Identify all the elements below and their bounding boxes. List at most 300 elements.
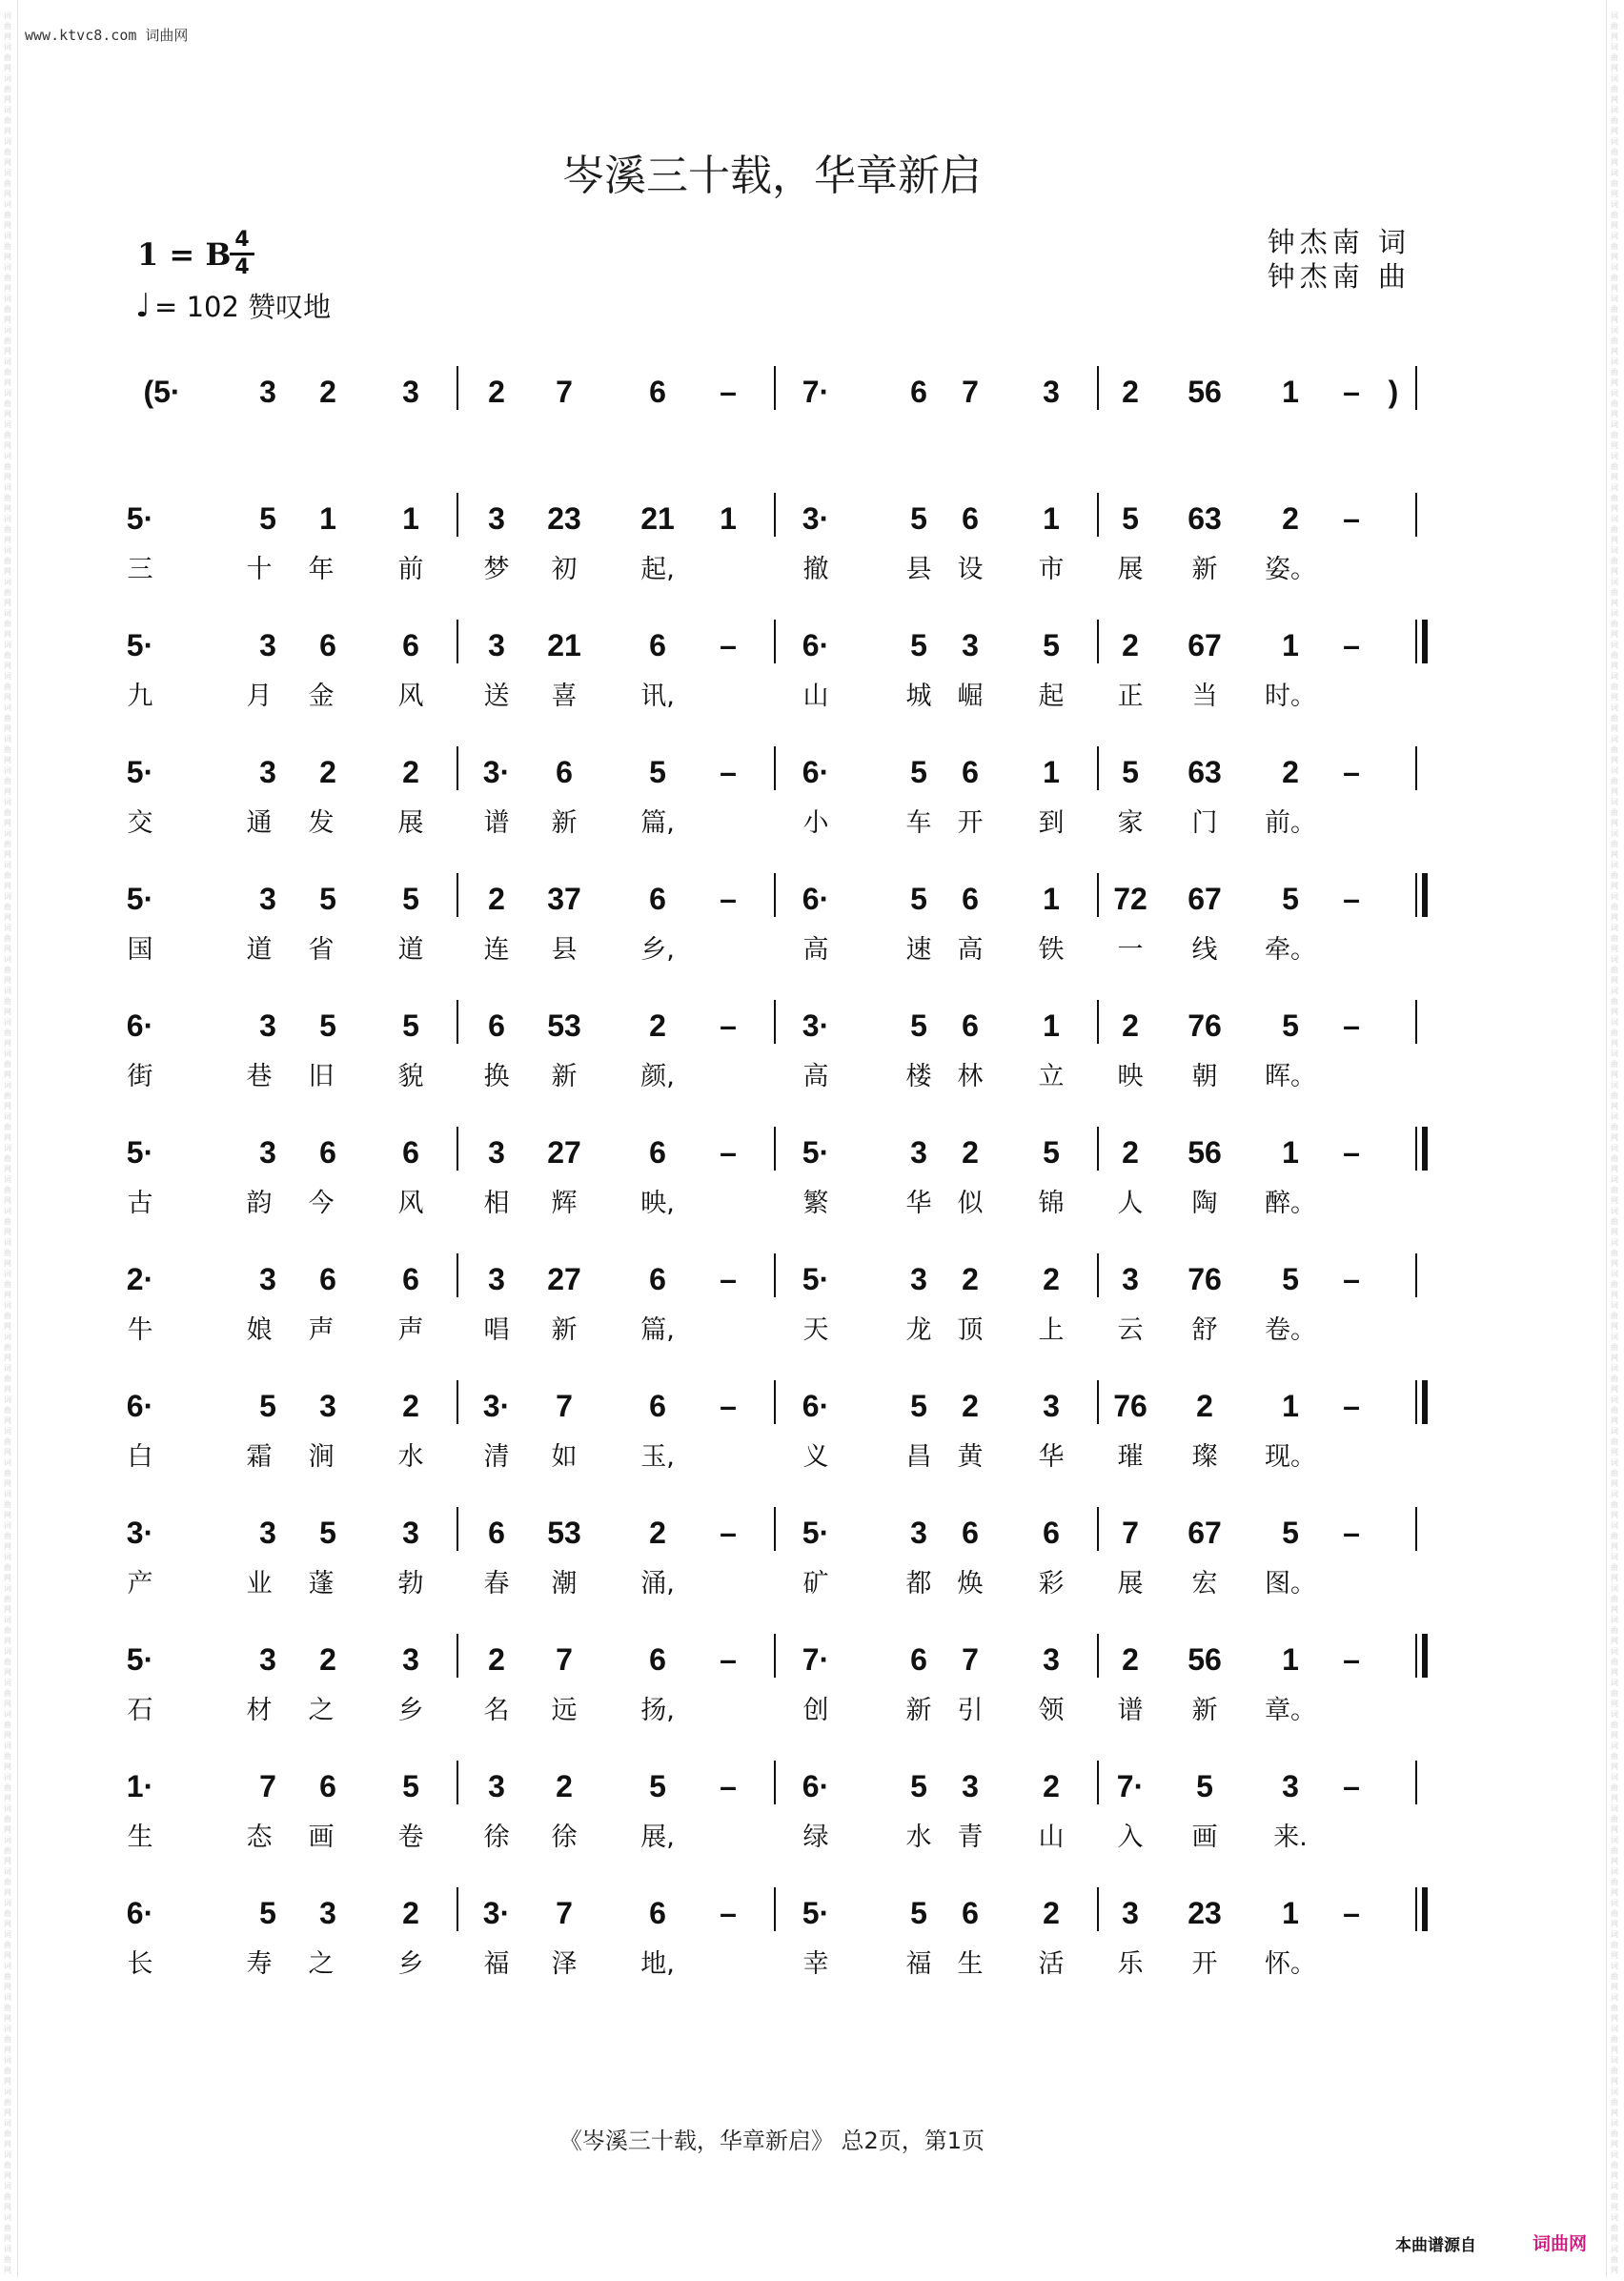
watermark-glyph: 词 bbox=[4, 357, 11, 366]
watermark-glyph: 词 bbox=[1611, 200, 1618, 209]
watermark-glyph: 网 bbox=[4, 158, 11, 167]
lyric-char: 清 bbox=[483, 1442, 510, 1472]
lyric-char: 门 bbox=[1191, 808, 1218, 838]
watermark-glyph: 曲 bbox=[4, 116, 11, 125]
watermark-glyph: 曲 bbox=[4, 588, 11, 597]
lyric-char: 声 bbox=[308, 1315, 335, 1345]
watermark-glyph: 曲 bbox=[1611, 85, 1618, 93]
lyric-char: 楼 bbox=[905, 1062, 932, 1091]
watermark-glyph: 网 bbox=[4, 630, 11, 639]
watermark-glyph: 词 bbox=[1611, 169, 1618, 177]
lyric-char: 长 bbox=[127, 1949, 153, 1979]
note: – bbox=[1343, 882, 1360, 916]
watermark-glyph: 词 bbox=[4, 1333, 11, 1341]
note: 2 bbox=[962, 1262, 979, 1296]
watermark-glyph: 曲 bbox=[1611, 651, 1618, 660]
watermark-glyph: 词 bbox=[4, 2150, 11, 2159]
note: 6 bbox=[649, 1896, 666, 1930]
note: 56 bbox=[1188, 375, 1222, 409]
watermark-glyph: 网 bbox=[1611, 1039, 1618, 1048]
lyric-char: 梦 bbox=[483, 555, 510, 584]
watermark-glyph: 词 bbox=[4, 1490, 11, 1498]
note: 5 bbox=[259, 501, 276, 536]
watermark-glyph: 曲 bbox=[1611, 399, 1618, 408]
note: 2 bbox=[649, 1516, 666, 1550]
watermark-glyph: 网 bbox=[1611, 1322, 1618, 1331]
watermark-glyph: 网 bbox=[4, 410, 11, 418]
note: 3 bbox=[1122, 1262, 1139, 1296]
lyric-char: 卷 bbox=[397, 1823, 424, 1852]
watermark-glyph: 曲 bbox=[1611, 1941, 1618, 1949]
watermark-glyph: 网 bbox=[4, 2234, 11, 2243]
note: 2 bbox=[1122, 375, 1139, 409]
watermark-glyph: 曲 bbox=[4, 1941, 11, 1949]
watermark-glyph: 曲 bbox=[1611, 903, 1618, 911]
lyric-char: 速 bbox=[905, 935, 932, 965]
watermark-glyph: 网 bbox=[4, 1416, 11, 1425]
note: 6 bbox=[962, 1896, 979, 1930]
watermark-glyph: 词 bbox=[4, 1616, 11, 1624]
note: 76 bbox=[1188, 1008, 1222, 1043]
note: 3 bbox=[910, 1135, 927, 1170]
watermark-glyph: 词 bbox=[1611, 1395, 1618, 1404]
watermark-glyph: 曲 bbox=[4, 1028, 11, 1037]
watermark-glyph: 词 bbox=[1611, 1081, 1618, 1090]
watermark-glyph: 曲 bbox=[4, 1878, 11, 1886]
lyric-char: 韵 bbox=[246, 1189, 273, 1218]
watermark-glyph: 词 bbox=[1611, 2150, 1618, 2159]
watermark-glyph: 词 bbox=[1611, 326, 1618, 335]
watermark-glyph: 曲 bbox=[4, 2161, 11, 2169]
watermark-glyph: 网 bbox=[4, 1668, 11, 1677]
watermark-glyph: 网 bbox=[1611, 127, 1618, 135]
note: 2 bbox=[1282, 755, 1299, 789]
watermark-glyph: 词 bbox=[1611, 1930, 1618, 1939]
watermark-glyph: 词 bbox=[4, 326, 11, 335]
watermark-glyph: 词 bbox=[4, 1364, 11, 1373]
lyric-char: 如 bbox=[551, 1442, 578, 1472]
watermark-glyph: 词 bbox=[4, 2088, 11, 2096]
watermark-glyph: 词 bbox=[1611, 1458, 1618, 1467]
watermark-glyph: 词 bbox=[1611, 295, 1618, 303]
note: 5 bbox=[259, 1389, 276, 1423]
note: 7· bbox=[802, 375, 830, 409]
lyric-char: 林 bbox=[957, 1062, 984, 1091]
watermark-glyph: 网 bbox=[4, 504, 11, 513]
lyric-char: 勃 bbox=[397, 1569, 424, 1599]
lyric-char: 街 bbox=[127, 1062, 153, 1091]
lyric-char: 锦 bbox=[1038, 1189, 1065, 1218]
lyric-char: 道 bbox=[397, 935, 424, 965]
note: 2 bbox=[1043, 1769, 1060, 1803]
watermark-glyph: 词 bbox=[1611, 1364, 1618, 1373]
watermark-glyph: 网 bbox=[4, 945, 11, 953]
lyric-char: 起, bbox=[640, 555, 675, 584]
lyric-char: 映 bbox=[1117, 1062, 1144, 1091]
lyric-char: 古 bbox=[127, 1189, 153, 1218]
note: 23 bbox=[1188, 1896, 1222, 1930]
watermark-glyph: 曲 bbox=[1611, 966, 1618, 974]
note: 1 bbox=[720, 501, 737, 536]
watermark-glyph: 词 bbox=[1611, 515, 1618, 523]
note: 5 bbox=[649, 1769, 666, 1803]
note: 56 bbox=[1188, 1642, 1222, 1677]
watermark-glyph: 网 bbox=[4, 378, 11, 387]
watermark-glyph: 网 bbox=[4, 1983, 11, 1991]
note: – bbox=[1343, 501, 1360, 536]
watermark-glyph: 网 bbox=[4, 1762, 11, 1771]
watermark-glyph: 曲 bbox=[4, 1972, 11, 1981]
lyric-char: 绿 bbox=[802, 1823, 829, 1852]
note: 2 bbox=[1122, 1642, 1139, 1677]
watermark-glyph: 词 bbox=[1611, 1993, 1618, 2002]
watermark-glyph: 网 bbox=[4, 1133, 11, 1142]
watermark-glyph: 词 bbox=[1611, 1175, 1618, 1184]
lyric-char: 舒 bbox=[1191, 1315, 1218, 1345]
note: 2 bbox=[1122, 628, 1139, 662]
watermark-glyph: 词 bbox=[4, 703, 11, 712]
note: 1 bbox=[1043, 882, 1060, 916]
watermark-glyph: 曲 bbox=[1611, 1752, 1618, 1761]
note: 1 bbox=[1043, 1008, 1060, 1043]
watermark-glyph: 网 bbox=[1611, 1700, 1618, 1708]
watermark-glyph: 词 bbox=[4, 1773, 11, 1782]
lyric-char: 到 bbox=[1038, 808, 1065, 838]
watermark-glyph: 网 bbox=[1611, 1291, 1618, 1299]
lyric-char: 陶 bbox=[1191, 1189, 1218, 1218]
lyric-char: 新 bbox=[551, 1315, 578, 1345]
lyric-char: 天 bbox=[802, 1315, 829, 1345]
watermark-glyph: 曲 bbox=[1611, 1060, 1618, 1069]
watermark-glyph: 网 bbox=[4, 1825, 11, 1834]
note: 53 bbox=[547, 1516, 581, 1550]
watermark-glyph: 网 bbox=[4, 2266, 11, 2274]
watermark-glyph: 曲 bbox=[4, 1343, 11, 1352]
watermark-glyph: 词 bbox=[1611, 641, 1618, 649]
watermark-glyph: 网 bbox=[4, 1920, 11, 1928]
quarter-note-icon: ♩ bbox=[135, 287, 152, 325]
note: 6· bbox=[802, 1389, 830, 1423]
watermark-glyph: 词 bbox=[4, 1962, 11, 1970]
watermark-glyph: 网 bbox=[1611, 976, 1618, 985]
watermark-glyph: 曲 bbox=[4, 2004, 11, 2012]
note: 5 bbox=[319, 1516, 336, 1550]
watermark-glyph: 词 bbox=[1611, 672, 1618, 681]
watermark-glyph: 曲 bbox=[1611, 494, 1618, 502]
note: 6 bbox=[910, 375, 927, 409]
lyric-char: 高 bbox=[802, 935, 829, 965]
watermark-glyph: 曲 bbox=[4, 305, 11, 314]
lyric-char: 扬, bbox=[640, 1696, 675, 1725]
watermark-glyph: 网 bbox=[1611, 630, 1618, 639]
note: 6· bbox=[802, 755, 830, 789]
lyric-char: 颜, bbox=[640, 1062, 675, 1091]
watermark-glyph: 词 bbox=[1611, 1804, 1618, 1813]
note: 3 bbox=[488, 1769, 505, 1803]
lyric-char: 月 bbox=[246, 682, 273, 711]
watermark-glyph: 词 bbox=[1611, 43, 1618, 51]
watermark-glyph: 网 bbox=[1611, 190, 1618, 198]
watermark-glyph: 网 bbox=[1611, 567, 1618, 576]
note: 7 bbox=[962, 1642, 979, 1677]
watermark-glyph: 网 bbox=[4, 1259, 11, 1268]
watermark-glyph: 词 bbox=[4, 609, 11, 618]
lyric-char: 潮 bbox=[551, 1569, 578, 1599]
watermark-glyph: 曲 bbox=[1611, 2255, 1618, 2264]
watermark-glyph: 曲 bbox=[1611, 2004, 1618, 2012]
note: 1 bbox=[1282, 628, 1299, 662]
site-url: www.ktvc8.com 词曲网 bbox=[25, 27, 189, 44]
note: 67 bbox=[1188, 882, 1222, 916]
watermark-glyph: 曲 bbox=[4, 53, 11, 62]
note: 3 bbox=[488, 1262, 505, 1296]
note: 2 bbox=[1122, 1135, 1139, 1170]
note: 3 bbox=[319, 1896, 336, 1930]
watermark-glyph: 网 bbox=[4, 1196, 11, 1205]
watermark-glyph: 网 bbox=[4, 1354, 11, 1362]
watermark-glyph: 曲 bbox=[1611, 840, 1618, 848]
note: 3 bbox=[402, 1516, 419, 1550]
watermark-glyph: 曲 bbox=[1611, 1217, 1618, 1226]
watermark-glyph: 词 bbox=[4, 1458, 11, 1467]
watermark-glyph: 词 bbox=[4, 641, 11, 649]
note: 6 bbox=[962, 1008, 979, 1043]
watermark-glyph: 网 bbox=[4, 473, 11, 481]
note: 56 bbox=[1188, 1135, 1222, 1170]
note: 2 bbox=[488, 882, 505, 916]
watermark-glyph: 词 bbox=[4, 74, 11, 83]
lyric-char: 璨 bbox=[1191, 1442, 1218, 1472]
lyric-char: 新 bbox=[905, 1696, 932, 1725]
lyric-char: 寿 bbox=[246, 1949, 273, 1979]
watermark-glyph: 词 bbox=[1611, 829, 1618, 838]
watermark-glyph: 曲 bbox=[1611, 148, 1618, 156]
note: 3 bbox=[488, 628, 505, 662]
watermark-glyph: 词 bbox=[4, 2245, 11, 2253]
lyric-char: 三 bbox=[127, 555, 153, 584]
watermark-glyph: 曲 bbox=[1611, 1500, 1618, 1509]
note: 5 bbox=[910, 501, 927, 536]
lyric-char: 讯, bbox=[640, 682, 675, 711]
watermark-glyph: 曲 bbox=[1611, 179, 1618, 188]
watermark-glyph: 网 bbox=[4, 1102, 11, 1110]
watermark-glyph: 曲 bbox=[4, 1909, 11, 1918]
watermark-glyph: 曲 bbox=[1611, 1469, 1618, 1477]
watermark-glyph: 曲 bbox=[4, 1249, 11, 1257]
note: 3 bbox=[259, 1642, 276, 1677]
lyric-char: 车 bbox=[905, 808, 932, 838]
watermark-glyph: 词 bbox=[4, 578, 11, 586]
watermark-glyph: 曲 bbox=[1611, 1563, 1618, 1572]
watermark-glyph: 网 bbox=[1611, 316, 1618, 324]
lyric-char: 远 bbox=[551, 1696, 578, 1725]
note: 5 bbox=[319, 882, 336, 916]
watermark-glyph: 曲 bbox=[4, 2224, 11, 2232]
note: 3 bbox=[319, 1389, 336, 1423]
watermark-glyph: 曲 bbox=[4, 2035, 11, 2044]
watermark-glyph: 网 bbox=[1611, 1983, 1618, 1991]
watermark-glyph: 曲 bbox=[4, 1217, 11, 1226]
lyric-char: 城 bbox=[905, 682, 932, 711]
song-title: 岑溪三十载，华章新启 bbox=[562, 152, 982, 200]
watermark-glyph: 词 bbox=[1611, 1962, 1618, 1970]
watermark-glyph: 词 bbox=[4, 955, 11, 964]
note: 6 bbox=[649, 882, 666, 916]
note: 3· bbox=[482, 1389, 511, 1423]
note: – bbox=[720, 1008, 737, 1043]
watermark-glyph: 网 bbox=[1611, 1070, 1618, 1079]
note: 2 bbox=[402, 1389, 419, 1423]
watermark-glyph: 曲 bbox=[1611, 1658, 1618, 1666]
note: 3 bbox=[259, 1008, 276, 1043]
lyric-char: 卷。 bbox=[1265, 1315, 1316, 1345]
watermark-glyph: 网 bbox=[4, 1385, 11, 1394]
note: 7· bbox=[1116, 1769, 1145, 1803]
watermark-glyph: 网 bbox=[4, 2046, 11, 2054]
note: 2 bbox=[962, 1389, 979, 1423]
watermark-glyph: 网 bbox=[1611, 850, 1618, 859]
lyric-char: 铁 bbox=[1038, 935, 1065, 965]
watermark-glyph: 词 bbox=[4, 2182, 11, 2190]
lyric-char: 产 bbox=[127, 1569, 153, 1599]
watermark-glyph: 词 bbox=[1611, 2088, 1618, 2096]
lyric-char: 旧 bbox=[308, 1062, 335, 1091]
watermark-glyph: 曲 bbox=[1611, 2129, 1618, 2138]
watermark-glyph: 网 bbox=[4, 1605, 11, 1614]
note: 6· bbox=[802, 882, 830, 916]
watermark-glyph: 网 bbox=[1611, 1133, 1618, 1142]
lyric-char: 县 bbox=[905, 555, 932, 584]
watermark-glyph: 词 bbox=[1611, 798, 1618, 806]
watermark-glyph: 曲 bbox=[1611, 116, 1618, 125]
lyric-char: 前。 bbox=[1265, 808, 1316, 838]
watermark-glyph: 网 bbox=[4, 2108, 11, 2117]
meter-top: 4 bbox=[234, 228, 250, 252]
watermark-glyph: 网 bbox=[4, 32, 11, 41]
note: 6 bbox=[1043, 1516, 1060, 1550]
note: 5· bbox=[802, 1135, 830, 1170]
note: 5 bbox=[402, 882, 419, 916]
watermark-glyph: 曲 bbox=[4, 368, 11, 377]
watermark-glyph: 曲 bbox=[4, 1500, 11, 1509]
watermark-glyph: 网 bbox=[1611, 599, 1618, 607]
lyric-char: 上 bbox=[1038, 1315, 1065, 1345]
note: – bbox=[1343, 1262, 1360, 1296]
watermark-glyph: 词 bbox=[4, 735, 11, 743]
note: 5 bbox=[1122, 755, 1139, 789]
watermark-glyph: 曲 bbox=[1611, 1721, 1618, 1729]
lyric-char: 篇, bbox=[640, 808, 675, 838]
watermark-glyph: 曲 bbox=[1611, 1595, 1618, 1603]
note: 1· bbox=[126, 1769, 154, 1803]
lyric-char: 黄 bbox=[957, 1442, 984, 1472]
note: 6 bbox=[910, 1642, 927, 1677]
lyric-char: 焕 bbox=[957, 1569, 984, 1599]
watermark-glyph: 词 bbox=[1611, 1553, 1618, 1561]
note: – bbox=[720, 628, 737, 662]
watermark-glyph: 曲 bbox=[4, 903, 11, 911]
watermark-glyph: 网 bbox=[1611, 536, 1618, 544]
note: 1 bbox=[1282, 375, 1299, 409]
watermark-glyph: 词 bbox=[1611, 766, 1618, 775]
watermark-glyph: 词 bbox=[1611, 1867, 1618, 1876]
watermark-glyph: 词 bbox=[1611, 924, 1618, 932]
note: – bbox=[1343, 375, 1360, 409]
watermark-glyph: 曲 bbox=[1611, 1909, 1618, 1918]
watermark-glyph: 网 bbox=[1611, 819, 1618, 827]
watermark-glyph: 网 bbox=[1611, 1762, 1618, 1771]
watermark-glyph: 词 bbox=[4, 200, 11, 209]
note: 63 bbox=[1188, 755, 1222, 789]
watermark-glyph: 词 bbox=[1611, 1899, 1618, 1907]
note: 7 bbox=[556, 375, 573, 409]
note: 3 bbox=[259, 1135, 276, 1170]
watermark-glyph: 曲 bbox=[1611, 997, 1618, 1006]
watermark-glyph: 曲 bbox=[1611, 211, 1618, 219]
note: 21 bbox=[640, 501, 675, 536]
note: – bbox=[1343, 1896, 1360, 1930]
watermark-glyph: 曲 bbox=[4, 242, 11, 251]
lyric-char: 风 bbox=[397, 682, 424, 711]
watermark-glyph: 网 bbox=[1611, 2077, 1618, 2086]
watermark-glyph: 网 bbox=[4, 850, 11, 859]
note: – bbox=[720, 1769, 737, 1803]
watermark-glyph: 网 bbox=[4, 662, 11, 670]
note: – bbox=[1343, 755, 1360, 789]
watermark-glyph: 曲 bbox=[1611, 1186, 1618, 1194]
watermark-glyph: 词 bbox=[4, 452, 11, 460]
watermark-glyph: 曲 bbox=[1611, 714, 1618, 723]
watermark-glyph: 网 bbox=[4, 221, 11, 230]
watermark-glyph: 网 bbox=[1611, 32, 1618, 41]
lyric-char: 活 bbox=[1038, 1949, 1065, 1979]
lyric-char: 涌, bbox=[640, 1569, 675, 1599]
watermark-glyph: 曲 bbox=[4, 148, 11, 156]
note: – bbox=[720, 1642, 737, 1677]
watermark-glyph: 网 bbox=[1611, 1637, 1618, 1645]
watermark-glyph: 网 bbox=[4, 536, 11, 544]
lyric-char: 福 bbox=[905, 1949, 932, 1979]
note: 6 bbox=[649, 375, 666, 409]
note: 5· bbox=[802, 1516, 830, 1550]
watermark-glyph: 词 bbox=[4, 515, 11, 523]
note: 2 bbox=[488, 1642, 505, 1677]
lyric-char: 人 bbox=[1117, 1189, 1144, 1218]
watermark-glyph: 网 bbox=[4, 1951, 11, 1960]
watermark-glyph: 曲 bbox=[4, 620, 11, 628]
watermark-glyph: 网 bbox=[1611, 410, 1618, 418]
watermark-glyph: 词 bbox=[1611, 2213, 1618, 2222]
watermark-glyph: 网 bbox=[4, 1008, 11, 1016]
watermark-glyph: 网 bbox=[4, 976, 11, 985]
lyric-char: 画 bbox=[1191, 1823, 1218, 1852]
watermark-glyph: 词 bbox=[4, 263, 11, 272]
note: 2 bbox=[402, 755, 419, 789]
watermark-glyph: 词 bbox=[1611, 11, 1618, 20]
watermark-glyph: 曲 bbox=[1611, 525, 1618, 534]
lyric-char: 乡, bbox=[640, 935, 675, 965]
watermark-glyph: 网 bbox=[1611, 1165, 1618, 1173]
note: 2 bbox=[1282, 501, 1299, 536]
watermark-glyph: 曲 bbox=[1611, 2098, 1618, 2107]
note: 5 bbox=[1043, 1135, 1060, 1170]
note: 1 bbox=[1043, 501, 1060, 536]
note: 6 bbox=[649, 1389, 666, 1423]
note: 3· bbox=[482, 755, 511, 789]
note: 2· bbox=[126, 1262, 154, 1296]
watermark-glyph: 词 bbox=[4, 1584, 11, 1593]
watermark-glyph: 词 bbox=[4, 483, 11, 492]
